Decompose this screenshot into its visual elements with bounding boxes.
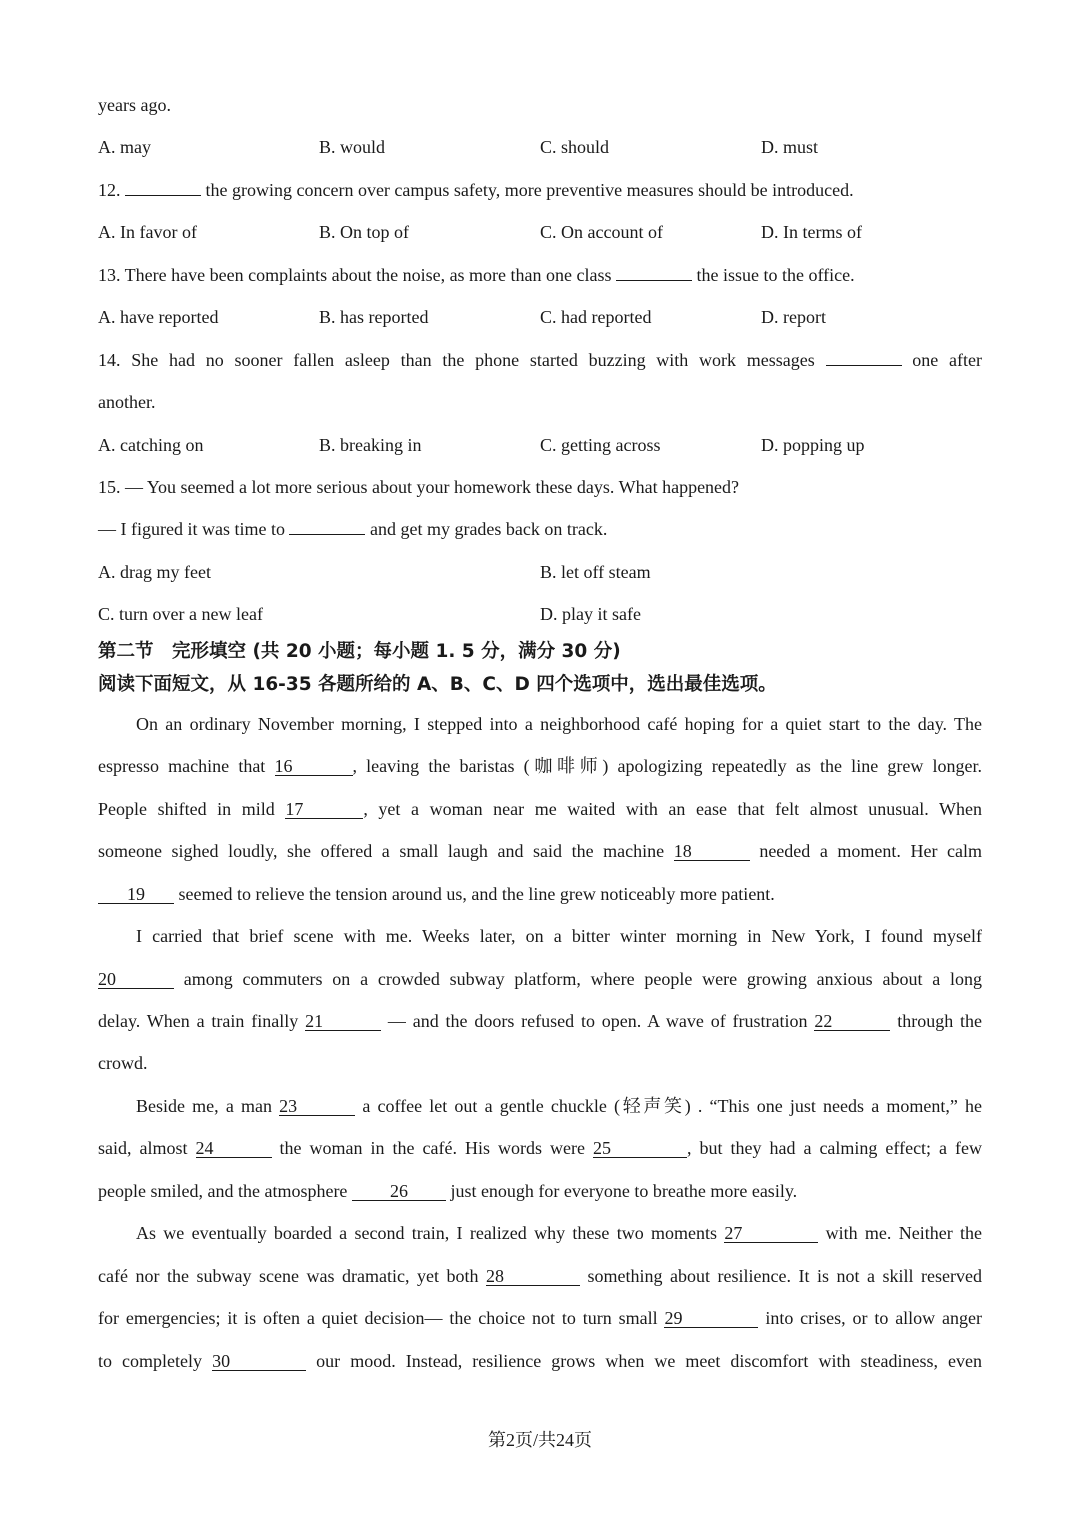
passage-line: someone sighed loudly, she offered a small laugh and said the machine 18 needed a moment. Her calm bbox=[98, 841, 983, 861]
passage-line: café nor the subway scene was dramatic, yet both 28 something about resilience. It is not a skill reserved bbox=[98, 1266, 983, 1286]
q12-option-c: C. On account of bbox=[540, 222, 663, 242]
section-instruction: 阅读下面短文，从 16-35 各题所给的 A、B、C、D 四个选项中，选出最佳选项。 bbox=[98, 674, 777, 695]
q13-option-c: C. had reported bbox=[540, 307, 652, 327]
q12-stem bbox=[98, 178, 982, 202]
cloze-blank-21: 21 bbox=[305, 1013, 381, 1031]
q13-option-a: A. have reported bbox=[98, 307, 219, 327]
q13-text-pre: 13. There have been complaints about the noise, as more than one class bbox=[98, 265, 612, 285]
passage-line: for emergencies; it is often a quiet decision— the choice not to turn small 29 into crises, or to allow anger bbox=[98, 1308, 983, 1328]
q13-blank bbox=[616, 263, 692, 281]
passage-line: 20 among commuters on a crowded subway platform, where people were growing anxious about a long bbox=[98, 969, 982, 989]
cloze-blank-26: 26 bbox=[352, 1183, 446, 1201]
q14-stem-cont: another. bbox=[98, 392, 156, 412]
q12-number: 12. bbox=[98, 180, 121, 200]
q13-option-d: D. report bbox=[761, 307, 826, 327]
cloze-blank-22: 22 bbox=[814, 1013, 890, 1031]
cloze-blank-27: 27 bbox=[724, 1225, 818, 1243]
q11-option-c: C. should bbox=[540, 137, 610, 157]
passage-line: As we eventually boarded a second train, I realized why these two moments 27 with me. Neither the bbox=[136, 1223, 982, 1243]
q11-tail: years ago. bbox=[98, 95, 171, 115]
q14-option-a: A. catching on bbox=[98, 435, 204, 455]
q12-option-b: B. On top of bbox=[319, 222, 409, 242]
passage-line: I carried that brief scene with me. Weeks later, on a bitter winter morning in New York, I found myself bbox=[136, 926, 982, 946]
cloze-blank-20: 20 bbox=[98, 971, 174, 989]
q14-option-b: B. breaking in bbox=[319, 435, 422, 455]
q11-option-a: A. may bbox=[98, 137, 151, 157]
q15-stem: 15. — You seemed a lot more serious about your homework these days. What happened? bbox=[98, 477, 740, 497]
passage-line: On an ordinary November morning, I stepped into a neighborhood café hoping for a quiet start to the day. The bbox=[136, 714, 982, 734]
q13-stem bbox=[98, 263, 982, 287]
passage-line: espresso machine that 16 , leaving the baristas (咖啡师) apologizing repeatedly as the line grew longer. bbox=[98, 756, 983, 776]
cloze-blank-23: 23 bbox=[279, 1098, 355, 1116]
passage-line: 19 seemed to relieve the tension around us, and the line grew noticeably more patient. bbox=[98, 882, 982, 906]
q15-option-d: D. play it safe bbox=[540, 604, 641, 624]
q12-option-d: D. In terms of bbox=[761, 222, 862, 242]
q12-text: the growing concern over campus safety, more preventive measures should be introduced. bbox=[205, 180, 854, 200]
q12-blank bbox=[125, 178, 201, 196]
passage-line: said, almost 24 the woman in the café. His words were 25 , but they had a calming effect; a few bbox=[98, 1138, 983, 1158]
cloze-blank-24: 24 bbox=[196, 1140, 272, 1158]
passage-line: People shifted in mild 17 , yet a woman near me waited with an ease that felt almost unusual. When bbox=[98, 799, 983, 819]
passage-line: to completely 30 our mood. Instead, resilience grows when we meet discomfort with steadiness, even bbox=[98, 1351, 983, 1371]
q15-option-a: A. drag my feet bbox=[98, 562, 211, 582]
q12-option-a: A. In favor of bbox=[98, 222, 197, 242]
page-number: 第2页/共24页 bbox=[487, 1430, 592, 1450]
q15-reply bbox=[98, 517, 982, 541]
cloze-blank-29: 29 bbox=[664, 1310, 758, 1328]
cloze-blank-19: 19 bbox=[98, 886, 174, 904]
q11-option-d: D. must bbox=[761, 137, 819, 157]
q11-option-b: B. would bbox=[319, 137, 386, 157]
passage-line: crowd. bbox=[98, 1053, 148, 1073]
q15-option-c: C. turn over a new leaf bbox=[98, 604, 263, 624]
cloze-blank-18: 18 bbox=[674, 843, 750, 861]
q15-text-pre: — I figured it was time to bbox=[98, 519, 285, 539]
q14-option-c: C. getting across bbox=[540, 435, 661, 455]
cloze-blank-28: 28 bbox=[486, 1268, 580, 1286]
q15-option-b: B. let off steam bbox=[540, 562, 651, 582]
q15-blank bbox=[289, 517, 365, 535]
q14-stem bbox=[98, 348, 982, 372]
passage-line: Beside me, a man 23 a coffee let out a gentle chuckle (轻声笑) . “This one just needs a moment,” he bbox=[136, 1096, 982, 1116]
q15-text-post: and get my grades back on track. bbox=[369, 519, 608, 539]
passage-line: delay. When a train finally 21 — and the doors refused to open. A wave of frustration 22 through the bbox=[98, 1011, 983, 1031]
q13-text-post: the issue to the office. bbox=[696, 265, 855, 285]
cloze-blank-25: 25 bbox=[593, 1140, 687, 1158]
q13-option-b: B. has reported bbox=[319, 307, 429, 327]
passage-line: people smiled, and the atmosphere 26 just enough for everyone to breathe more easily. bbox=[98, 1181, 798, 1201]
cloze-blank-17: 17 bbox=[285, 801, 363, 819]
cloze-blank-16: 16 bbox=[275, 758, 353, 776]
cloze-blank-30: 30 bbox=[212, 1353, 306, 1371]
q14-text-post: one after bbox=[912, 350, 982, 370]
q14-text-pre: 14. She had no sooner fallen asleep than the phone started buzzing with work messages bbox=[98, 350, 815, 370]
section-heading: 第二节 完形填空 (共 20 小题；每小题 1. 5 分，满分 30 分) bbox=[98, 641, 621, 662]
q14-option-d: D. popping up bbox=[761, 435, 865, 455]
q14-blank bbox=[826, 348, 902, 366]
